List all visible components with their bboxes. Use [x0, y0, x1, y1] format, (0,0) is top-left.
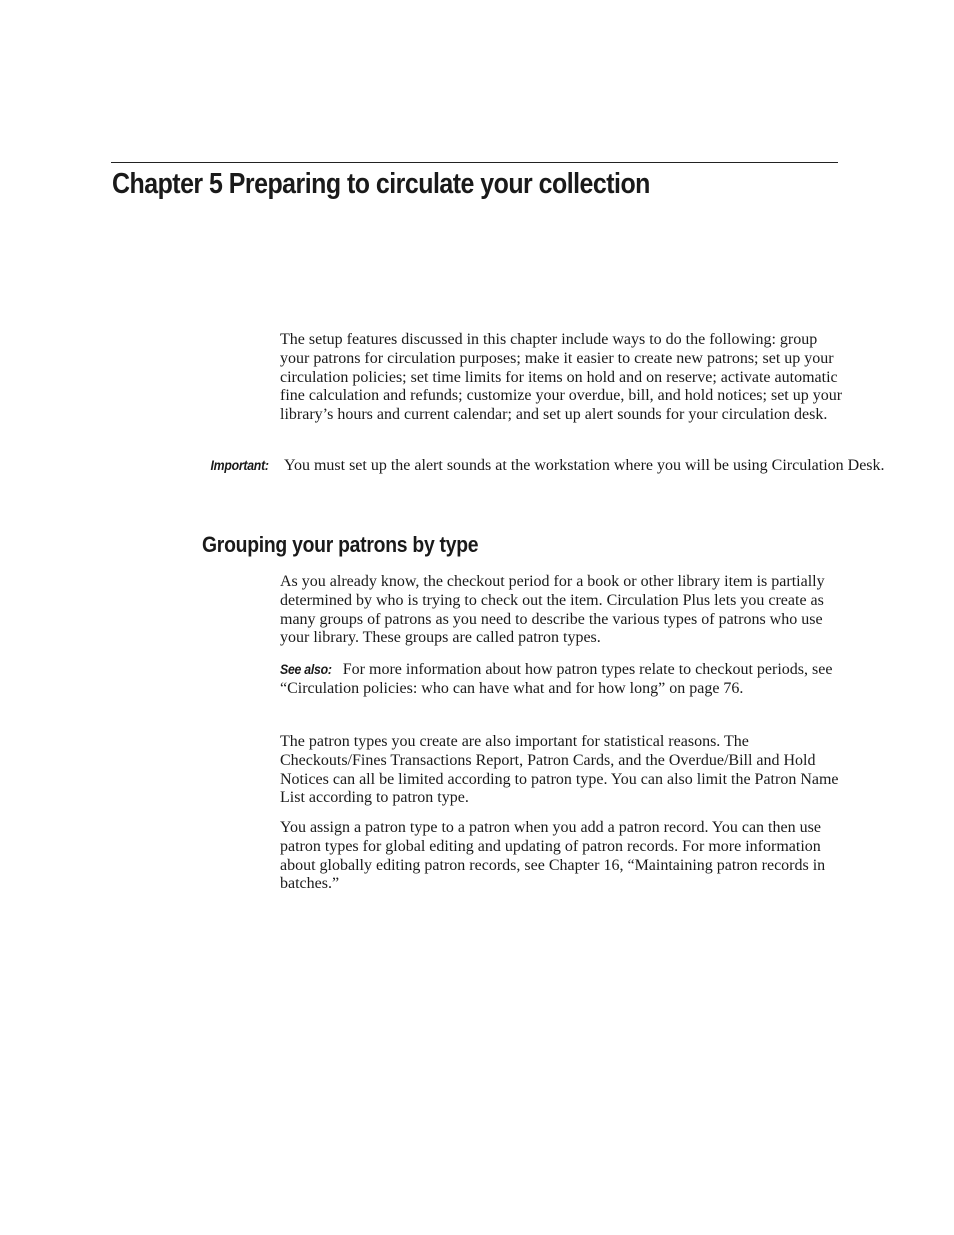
section-paragraph-2: The patron types you create are also important for statistical reasons. The Checkouts/Fines Transactions Report, Patron Cards, and the Overdue/Bill and Hold Notices can all be limited according to patron type. You can also limit the Patron Name List according to patron type.: [280, 733, 839, 807]
chapter-rule: [111, 162, 838, 163]
see-also-label: See also:: [280, 661, 332, 677]
section-paragraph-3: You assign a patron type to a patron when you add a patron record. You can then use patron types for global editing and updating of patron records. For more information about globally editing patron records, see Chapter 16, “Maintaining patron records in batches.”: [280, 819, 826, 893]
section-paragraph-1: As you already know, the checkout period for a book or other library item is partially determined by who is trying to check out the item. Circulation Plus lets you create as many groups of patrons as you need to describe the various types of patrons who use your library. These groups are called patron types.: [280, 573, 825, 647]
intro-paragraph: The setup features discussed in this chapter include ways to do the following: group your patrons for circulation purposes; make it easier to create new patrons; set up your circulation policies; set time limits for items on hold and on reserve; activate automatic fine calculation and refunds; customize your overdue, bill, and hold notices; set up your library’s hours and current calendar; and set up alert sounds for your circulation desk.: [280, 331, 843, 424]
important-note: Important: You must set up the alert sounds at the workstation where you will be using Circulation Desk.: [210, 457, 885, 474]
important-text: You must set up the alert sounds at the workstation where you will be using Circulation Desk.: [284, 457, 885, 474]
chapter-title: Chapter 5 Preparing to circulate your collection: [112, 168, 650, 200]
see-also-text: For more information about how patron types relate to checkout periods, see “Circulation policies: who can have what and for how long” on page 76.: [280, 661, 833, 697]
see-also-note: [280, 660, 846, 699]
section-heading: Grouping your patrons by type: [202, 532, 479, 557]
